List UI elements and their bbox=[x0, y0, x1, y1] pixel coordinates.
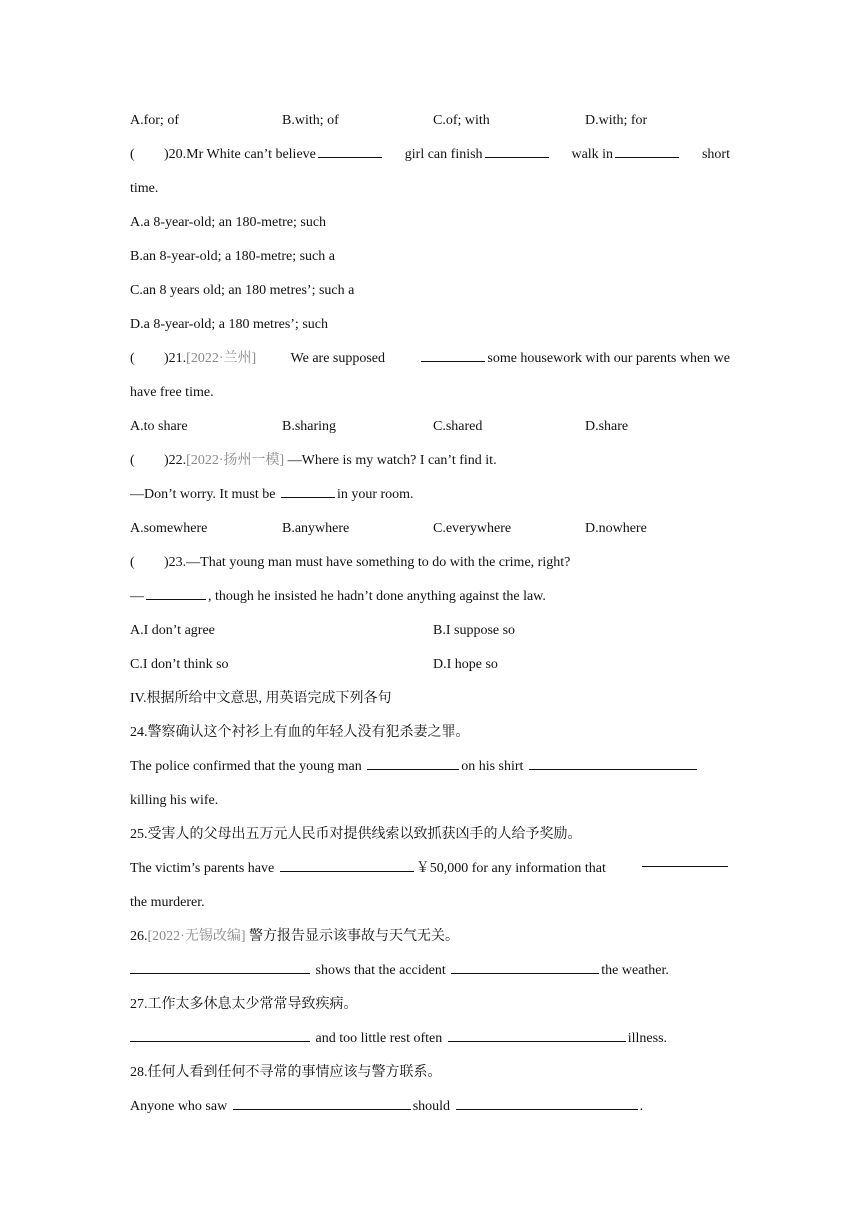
q20-option-d: D.a 8-year-old; a 180 metres’; such bbox=[130, 317, 328, 332]
q21-blank[interactable] bbox=[421, 347, 485, 362]
q27-chinese: 27.工作太多休息太少常常导致疾病。 bbox=[130, 997, 358, 1012]
q26-source: [2022·无锡改编] bbox=[147, 929, 246, 944]
q23-text-1: )23.—That young man must have something to do with the crime, right? bbox=[164, 555, 571, 570]
q22-text-2: —Don’t worry. It must be bbox=[130, 487, 276, 502]
q22-options bbox=[130, 512, 730, 546]
q27-text-2: illness. bbox=[627, 1031, 668, 1046]
answer-paren: ( bbox=[130, 351, 135, 366]
q27-blank-1[interactable] bbox=[130, 1027, 310, 1042]
q19-options bbox=[130, 104, 730, 138]
q22-text-3: in your room. bbox=[336, 487, 414, 502]
q24-text-1: The police confirmed that the young man bbox=[130, 759, 362, 774]
q19-option-b: B.with; of bbox=[282, 113, 339, 128]
q22-source: [2022·扬州一模] bbox=[186, 453, 285, 468]
q25-english-cont: the murderer. bbox=[130, 895, 205, 910]
q21-stem bbox=[130, 342, 730, 376]
q19-option-d: D.with; for bbox=[585, 113, 648, 128]
answer-paren: ( bbox=[130, 453, 135, 468]
q19-option-c: C.of; with bbox=[433, 113, 490, 128]
q21-text-1: We are supposed bbox=[290, 351, 386, 366]
q25-text-1: The victim’s parents have bbox=[130, 861, 275, 876]
q21-option-a: A.to share bbox=[130, 419, 188, 434]
q20-text-2: girl can finish bbox=[405, 138, 551, 172]
q27-text-1: and too little rest often bbox=[315, 1031, 443, 1046]
answer-paren: ( bbox=[130, 555, 135, 570]
q20-stem bbox=[130, 138, 730, 172]
q22-option-b: B.anywhere bbox=[282, 521, 350, 536]
section-heading: IV.根据所给中文意思, 用英语完成下列各句 bbox=[130, 691, 392, 706]
q25-blank-2[interactable] bbox=[642, 852, 728, 867]
q20-blank-2[interactable] bbox=[485, 143, 549, 158]
q20-option-b: B.an 8-year-old; a 180-metre; such a bbox=[130, 249, 335, 264]
q22-option-c: C.everywhere bbox=[433, 521, 512, 536]
q23-options-row1 bbox=[130, 614, 730, 648]
q28-text-2: should bbox=[412, 1099, 451, 1114]
q24-text-2: on his shirt bbox=[461, 759, 524, 774]
q28-blank-2[interactable] bbox=[456, 1095, 638, 1110]
q28-chinese: 28.任何人看到任何不寻常的事情应该与警方联系。 bbox=[130, 1065, 442, 1080]
q20-option-c: C.an 8 years old; an 180 metres’; such a bbox=[130, 283, 355, 298]
q21-number: )21. bbox=[164, 351, 187, 366]
q26-cn-text: 警方报告显示该事故与天气无关。 bbox=[249, 929, 459, 944]
q25-blank-1[interactable] bbox=[280, 857, 414, 872]
q23-stem bbox=[130, 546, 730, 580]
q28-text-3: . bbox=[639, 1099, 644, 1114]
worksheet-page bbox=[130, 104, 730, 1124]
q23-option-d: D.I hope so bbox=[433, 657, 498, 672]
q26-blank-2[interactable] bbox=[451, 959, 599, 974]
q20-blank-3[interactable] bbox=[615, 143, 679, 158]
q23-option-c: C.I don’t think so bbox=[130, 657, 229, 672]
q20-text-4: short bbox=[701, 147, 730, 162]
q26-blank-1[interactable] bbox=[130, 959, 310, 974]
q26-text-1: shows that the accident bbox=[315, 963, 446, 978]
q22-number: )22. bbox=[164, 453, 187, 468]
q26-chinese bbox=[130, 920, 730, 954]
q25-text-2: ￥50,000 for any information that bbox=[415, 861, 606, 876]
q24-english bbox=[130, 750, 730, 784]
q22-option-a: A.somewhere bbox=[130, 521, 208, 536]
q22-option-d: D.nowhere bbox=[585, 521, 647, 536]
q23-stem-cont bbox=[130, 580, 730, 614]
q20-text-3: walk in bbox=[571, 138, 681, 172]
q21-source: [2022·兰州] bbox=[186, 351, 257, 366]
q24-blank-1[interactable] bbox=[367, 755, 459, 770]
q27-english bbox=[130, 1022, 730, 1056]
q28-text-1: Anyone who saw bbox=[130, 1099, 228, 1114]
q23-option-b: B.I suppose so bbox=[433, 623, 516, 638]
q26-text-2: the weather. bbox=[601, 963, 669, 978]
q21-option-d: D.share bbox=[585, 419, 629, 434]
q21-option-b: B.sharing bbox=[282, 419, 337, 434]
q28-blank-1[interactable] bbox=[233, 1095, 411, 1110]
q22-text-1: —Where is my watch? I can’t find it. bbox=[287, 453, 497, 468]
q28-english bbox=[130, 1090, 730, 1124]
q20-blank-1[interactable] bbox=[318, 143, 382, 158]
q24-blank-2[interactable] bbox=[529, 755, 697, 770]
q24-chinese: 24.警察确认这个衬衫上有血的年轻人没有犯杀妻之罪。 bbox=[130, 725, 470, 740]
q21-stem-cont: have free time. bbox=[130, 385, 214, 400]
q23-text-2: — bbox=[130, 589, 144, 604]
q21-option-c: C.shared bbox=[433, 419, 483, 434]
q20-stem-cont: time. bbox=[130, 181, 159, 196]
q23-option-a: A.I don’t agree bbox=[130, 623, 215, 638]
q23-text-3: , though he insisted he hadn’t done anything against the law. bbox=[208, 589, 546, 604]
q21-text-2: some housework with our parents when we bbox=[487, 351, 730, 366]
q20-option-a: A.a 8-year-old; an 180-metre; such bbox=[130, 215, 327, 230]
q26-number: 26. bbox=[130, 929, 148, 944]
q20-text-1: )20.Mr White can’t believe bbox=[164, 147, 316, 162]
q20-lead bbox=[130, 138, 384, 172]
q22-blank[interactable] bbox=[281, 483, 335, 498]
answer-paren: ( bbox=[130, 147, 135, 162]
q27-blank-2[interactable] bbox=[448, 1027, 626, 1042]
q19-option-a: A.for; of bbox=[130, 113, 179, 128]
q22-stem-cont bbox=[130, 478, 730, 512]
q24-english-cont: killing his wife. bbox=[130, 793, 219, 808]
q23-options-row2 bbox=[130, 648, 730, 682]
q22-stem bbox=[130, 444, 730, 478]
q21-options bbox=[130, 410, 730, 444]
q23-blank[interactable] bbox=[146, 585, 206, 600]
q26-english bbox=[130, 954, 730, 988]
q25-chinese: 25.受害人的父母出五万元人民币对提供线索以致抓获凶手的人给予奖励。 bbox=[130, 827, 582, 842]
q25-english bbox=[130, 852, 730, 886]
